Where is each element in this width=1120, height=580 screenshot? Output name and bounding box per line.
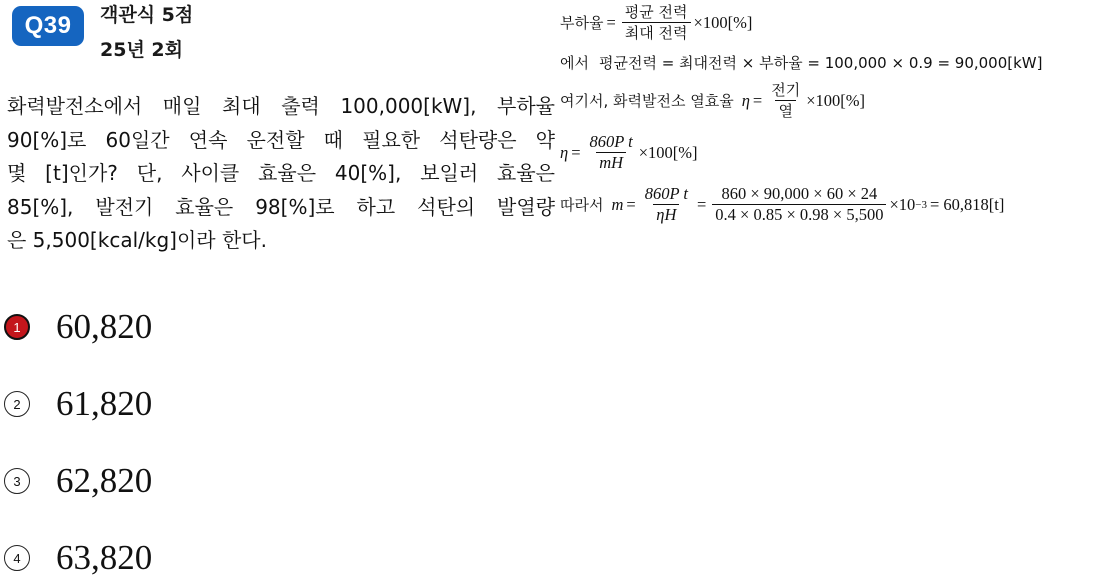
solution-panel bbox=[560, 0, 1120, 245]
equals-sign: = bbox=[696, 194, 707, 214]
numerator: 전기 bbox=[771, 81, 801, 99]
question-line: 90[%]로 60일간 연속 운전할 때 필요한 석탄량은 약 bbox=[7, 127, 555, 152]
denominator: 최대 전력 bbox=[622, 22, 691, 43]
equals-sign: = bbox=[626, 194, 636, 214]
choice-2[interactable] bbox=[4, 382, 152, 426]
power-of-ten: ×10 bbox=[889, 194, 916, 214]
fraction bbox=[768, 80, 803, 121]
numerator: 860P t bbox=[644, 184, 688, 203]
question-line: 몇 [t]인가? 단, 사이클 효율은 40[%], 보일러 효율은 bbox=[7, 161, 555, 185]
fraction bbox=[642, 184, 691, 225]
question-text bbox=[7, 90, 555, 258]
solution-line-efficiency-formula bbox=[560, 132, 698, 173]
equals-sign: = bbox=[571, 142, 581, 162]
choice-text: 61,820 bbox=[56, 384, 153, 423]
exam-session: 25년 2회 bbox=[100, 39, 183, 61]
exponent: −3 bbox=[915, 198, 927, 211]
question-line: 85[%], 발전기 효율은 98[%]로 하고 석탄의 발열량 bbox=[7, 194, 555, 219]
choice-3[interactable] bbox=[4, 459, 152, 503]
solution-equation: 평균전력 = 최대전력 × 부하율 = 100,000 × 0.9 = 90,000[kW] bbox=[598, 54, 1043, 72]
choice-text: 63,820 bbox=[56, 538, 153, 577]
fraction bbox=[587, 132, 636, 173]
solution-prefix: 여기서, 화력발전소 열효율 bbox=[560, 92, 734, 110]
denominator: 0.4 × 0.85 × 0.98 × 5,500 bbox=[712, 204, 886, 225]
solution-prefix: 따라서 bbox=[560, 196, 604, 214]
choice-number-badge: 2 bbox=[4, 391, 30, 417]
mass-symbol: m bbox=[611, 194, 624, 214]
solution-result: = 60,818[t] bbox=[929, 194, 1005, 214]
numerator: 평균 전력 bbox=[624, 3, 688, 21]
choice-text: 62,820 bbox=[56, 461, 153, 500]
question-number-badge: Q39 bbox=[12, 6, 84, 46]
solution-line-average-power bbox=[560, 52, 1043, 73]
solution-line-coal-amount bbox=[560, 184, 1007, 225]
solution-tail: ×100[%] bbox=[693, 12, 753, 32]
choice-1[interactable] bbox=[4, 305, 152, 349]
fraction bbox=[712, 184, 886, 225]
solution-prefix: 에서 bbox=[560, 54, 589, 72]
choice-text: 60,820 bbox=[56, 307, 153, 346]
solution-tail: ×100[%] bbox=[806, 90, 865, 110]
eta-symbol: η bbox=[741, 90, 750, 110]
solution-line-load-factor bbox=[560, 2, 752, 43]
solution-line-thermal-efficiency bbox=[560, 80, 865, 121]
eta-symbol: η bbox=[560, 142, 569, 162]
denominator: ηH bbox=[653, 204, 679, 225]
fraction bbox=[622, 2, 691, 43]
choice-4[interactable] bbox=[4, 536, 152, 580]
question-line: 은 5,500[kcal/kg]이라 한다. bbox=[7, 228, 267, 252]
choice-number-badge: 3 bbox=[4, 468, 30, 494]
choice-number-badge: 4 bbox=[4, 545, 30, 571]
equals-sign: = bbox=[752, 90, 763, 110]
denominator: 열 bbox=[775, 100, 796, 121]
choice-number-badge-selected: 1 bbox=[4, 314, 30, 340]
question-line: 화력발전소에서 매일 최대 출력 100,000[kW], 부하율 bbox=[7, 94, 555, 118]
numerator: 860 × 90,000 × 60 × 24 bbox=[721, 184, 878, 203]
numerator: 860P t bbox=[589, 132, 633, 151]
solution-tail: ×100[%] bbox=[638, 142, 698, 162]
equals-sign: = bbox=[606, 12, 616, 32]
denominator: mH bbox=[596, 152, 626, 173]
question-type: 객관식 5점 bbox=[100, 4, 194, 26]
solution-label: 부하율 bbox=[560, 14, 604, 32]
